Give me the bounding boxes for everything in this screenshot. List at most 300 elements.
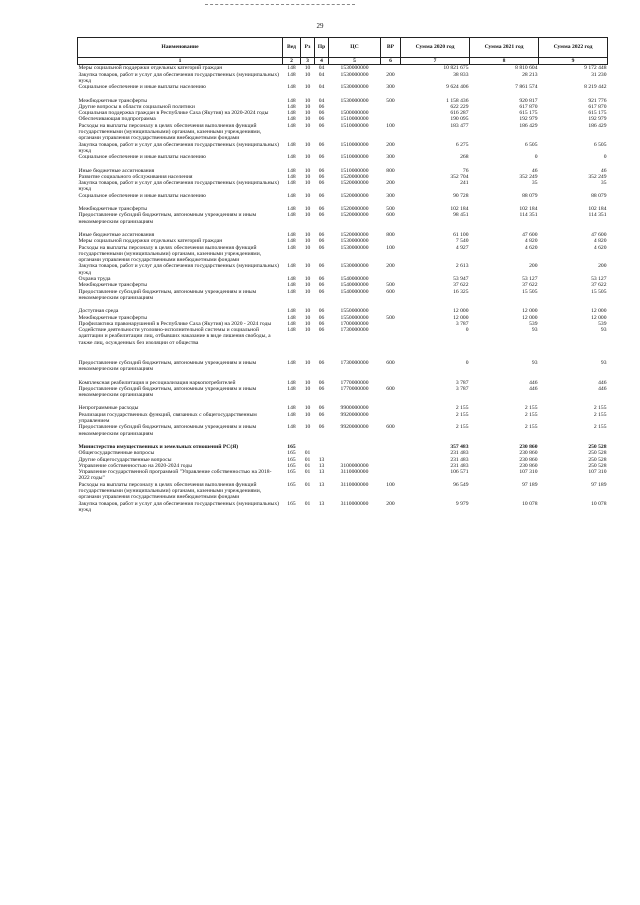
- cell-ved: 148: [287, 276, 296, 283]
- cell-name: Расходы на выплаты персоналу в целях обеспечения выполнения функций государственными (муниципальными) органами, казенными учреждениями, органами управления государственными внебюджетными фондами: [78, 244, 262, 264]
- cell-pr: 06: [318, 379, 325, 386]
- cell-rz: 10: [304, 116, 311, 123]
- cell-pr: 06: [318, 154, 325, 161]
- cell-pr: 13: [318, 481, 325, 488]
- cell-cs: 1520000000: [340, 192, 369, 199]
- cell-rz: 10: [304, 122, 311, 129]
- cell-sum-2022: 4 820: [593, 238, 607, 245]
- cell-sum-2020: 96 549: [453, 481, 469, 488]
- cell-rz: 10: [304, 411, 311, 418]
- cell-pr: 06: [318, 192, 325, 199]
- cell-ved: 165: [287, 500, 296, 507]
- header-pr: Пр: [315, 38, 329, 58]
- cell-vr: 300: [386, 154, 395, 161]
- table-row: [78, 245, 608, 264]
- cell-rz: 01: [304, 456, 311, 463]
- cell-sum-2021: 15 505: [522, 288, 538, 295]
- cell-pr: 06: [318, 385, 325, 392]
- cell-rz: 10: [304, 97, 311, 104]
- cell-sum-2021: 200: [529, 263, 538, 270]
- cell-pr: 06: [318, 263, 325, 270]
- cell-ved: 148: [287, 244, 296, 251]
- table-row: [78, 360, 608, 373]
- cell-sum-2022: 47 600: [591, 231, 607, 238]
- cell-pr: 06: [318, 103, 325, 110]
- scan-artifact-line: [205, 4, 355, 6]
- cell-sum-2022: 200: [598, 263, 607, 270]
- cell-name: Комплексная реабилитация и ресоциализация наркопотребителей: [78, 379, 236, 386]
- cell-vr: 600: [386, 288, 395, 295]
- cell-name: Иные бюджетные ассигнования: [78, 231, 155, 238]
- cell-sum-2020: 38 833: [453, 71, 469, 78]
- cell-sum-2022: 107 310: [588, 469, 607, 476]
- cell-rz: 01: [304, 500, 311, 507]
- cell-ved: 165: [287, 469, 296, 476]
- cell-ved: 148: [287, 71, 296, 78]
- cell-sum-2022: 250 528: [588, 450, 607, 457]
- cell-sum-2020: 12 000: [453, 314, 469, 321]
- cell-name: Расходы на выплаты персоналу в целях обеспечения выполнения функций государственными (муниципальными) органами, казенными учреждениями, органами управления государственными внебюджетными фондами: [78, 481, 262, 501]
- cell-sum-2021: 615 175: [519, 110, 538, 117]
- cell-name: Другие вопросы в области социальной политики: [78, 103, 195, 110]
- cell-pr: 04: [318, 97, 325, 104]
- table-row: [78, 501, 608, 514]
- cell-name: Другие общегосударственные вопросы: [78, 456, 172, 463]
- cell-cs: 1510000000: [340, 154, 369, 161]
- cell-sum-2022: 15 505: [591, 288, 607, 295]
- cell-sum-2022: 250 528: [588, 462, 607, 469]
- cell-vr: 500: [386, 206, 395, 213]
- cell-sum-2021: 352 249: [519, 173, 538, 180]
- cell-name: Развитие социального обслуживания населения: [78, 173, 193, 180]
- cell-pr: 06: [318, 238, 325, 245]
- spacer-cell: [78, 353, 608, 360]
- cell-sum-2020: 90 728: [453, 192, 469, 199]
- cell-sum-2022: 192 979: [588, 116, 607, 123]
- cell-sum-2022: 102 184: [588, 206, 607, 213]
- cell-pr: 06: [318, 212, 325, 219]
- cell-ved: 148: [287, 379, 296, 386]
- column-number: 4: [315, 58, 329, 65]
- cell-pr: 06: [318, 288, 325, 295]
- spacer-cell: [78, 373, 608, 380]
- cell-sum-2021: 12 000: [522, 308, 538, 315]
- cell-name: Содействие деятельности уголовно-исполнительной системы и социальной адаптации и реабилитации лиц, отбывших наказание в виде лишения свободы, а также лиц, осужденных без изоляции от общества: [78, 327, 271, 346]
- table-row: [78, 142, 608, 155]
- cell-rz: 10: [304, 173, 311, 180]
- spacer-row: [78, 373, 608, 380]
- cell-sum-2020: 0: [465, 359, 469, 366]
- cell-pr: 06: [318, 167, 325, 174]
- cell-name: Предоставление субсидий бюджетным, автономным учреждениям и иным некоммерческим организациям: [78, 212, 257, 225]
- cell-ved: 165: [287, 456, 296, 463]
- cell-name: Закупка товаров, работ и услуг для обеспечения государственных (муниципальных) нужд: [78, 180, 279, 193]
- cell-cs: 1520000000: [340, 206, 369, 213]
- cell-ved: 148: [287, 359, 296, 366]
- cell-pr: 06: [318, 327, 325, 334]
- table-row: [78, 327, 608, 346]
- cell-cs: 1530000000: [340, 244, 369, 251]
- cell-sum-2020: 98 451: [453, 212, 469, 219]
- cell-vr: [381, 412, 401, 425]
- cell-sum-2021: 35: [531, 180, 538, 187]
- cell-rz: 10: [304, 308, 311, 315]
- cell-sum-2022: 2 155: [593, 405, 607, 412]
- cell-cs: 1510000000: [340, 122, 369, 129]
- cell-sum-2021: 88 079: [522, 192, 538, 199]
- cell-name: Обеспечивающая подпрограмма: [78, 116, 156, 123]
- cell-sum-2020: 190 095: [450, 116, 469, 123]
- cell-cs: 1730000000: [340, 359, 369, 366]
- page-number: 29: [316, 22, 324, 30]
- cell-cs: 3110000000: [340, 469, 369, 476]
- cell-sum-2021: 0: [534, 154, 538, 161]
- cell-ved: 148: [287, 320, 296, 327]
- cell-pr: 04: [318, 65, 325, 72]
- cell-sum-2021: 93: [531, 327, 538, 334]
- cell-sum-2020: 61 100: [453, 231, 469, 238]
- cell-sum-2022: 12 000: [591, 314, 607, 321]
- cell-rz: 01: [304, 469, 311, 476]
- cell-sum-2022: 53 127: [591, 276, 607, 283]
- cell-rz: 10: [304, 282, 311, 289]
- cell-name: Закупка товаров, работ и услуг для обеспечения государственных (муниципальных) нужд: [78, 141, 279, 154]
- cell-sum-2020: 231 483: [450, 462, 469, 469]
- cell-sum-2020: 12 000: [453, 308, 469, 315]
- cell-sum-2020: 268: [460, 154, 469, 161]
- cell-sum-2021: 114 351: [519, 212, 538, 219]
- cell-cs: 1520000000: [340, 231, 369, 238]
- cell-pr: 06: [318, 116, 325, 123]
- table-row: [78, 123, 608, 142]
- cell-ved: 148: [287, 385, 296, 392]
- cell-sum-2021: 10 078: [522, 500, 538, 507]
- cell-sum-2021: 6 505: [524, 141, 538, 148]
- cell-sum-2022: 37 622: [591, 282, 607, 289]
- cell-vr: 100: [386, 244, 395, 251]
- cell-sum-2022: 539: [598, 320, 607, 327]
- spacer-row: [78, 346, 608, 353]
- cell-name: Предоставление субсидий бюджетным, автономным учреждениям и иным некоммерческим организациям: [78, 359, 257, 373]
- cell-vr: 200: [386, 263, 395, 270]
- table-row: [78, 289, 608, 302]
- spacer-row: [78, 398, 608, 405]
- spacer-cell: [78, 346, 608, 353]
- cell-sum-2022: 6 505: [593, 141, 607, 148]
- cell-sum-2022: 2 155: [593, 411, 607, 418]
- cell-rz: 10: [304, 320, 311, 327]
- cell-name: Социальное обеспечение и иные выплаты населению: [78, 154, 206, 161]
- cell-ved: 148: [287, 308, 296, 315]
- cell-ved: 165: [287, 462, 296, 469]
- table-row: [78, 193, 608, 199]
- spacer-row: [78, 161, 608, 168]
- cell-ved: 148: [287, 327, 296, 334]
- cell-sum-2021: 97 189: [522, 481, 538, 488]
- cell-ved: 148: [287, 212, 296, 219]
- cell-cs: 1770000000: [340, 385, 369, 392]
- cell-rz: 10: [304, 424, 311, 431]
- cell-pr: 06: [318, 424, 325, 431]
- cell-ved: 165: [287, 450, 296, 457]
- cell-name: Межбюджетные трансферты: [78, 314, 147, 321]
- cell-sum-2021: 186 429: [519, 122, 538, 129]
- cell-cs: 1510000000: [340, 167, 369, 174]
- cell-sum-2020: 0: [465, 327, 469, 334]
- cell-sum-2021: 28 213: [522, 71, 538, 78]
- cell-cs: 1530000000: [340, 97, 369, 104]
- cell-cs: 1520000000: [340, 212, 369, 219]
- cell-sum-2021: 539: [529, 320, 538, 327]
- cell-ved: 148: [287, 424, 296, 431]
- cell-sum-2022: 88 079: [591, 192, 607, 199]
- cell-pr: 06: [318, 173, 325, 180]
- cell-ved: 148: [287, 206, 296, 213]
- cell-name: Закупка товаров, работ и услуг для обеспечения государственных (муниципальных) нужд: [78, 263, 279, 276]
- cell-cs: 1530000000: [340, 65, 369, 72]
- cell-cs: 3100000000: [340, 462, 369, 469]
- cell-cs: 1500000000: [340, 110, 369, 117]
- cell-sum-2022: 114 351: [588, 212, 607, 219]
- cell-name: Социальная поддержка граждан в Республике Саха (Якутия) на 2020-2024 годы: [78, 110, 269, 117]
- table-header-row: [78, 38, 608, 58]
- cell-sum-2022: 97 189: [591, 481, 607, 488]
- cell-pr: 06: [318, 276, 325, 283]
- cell-ved: 148: [287, 65, 296, 72]
- cell-sum-2021: 7 861 574: [515, 84, 538, 91]
- cell-pr: 06: [318, 231, 325, 238]
- cell-ved: 148: [287, 282, 296, 289]
- cell-sum-2022: 446: [598, 379, 607, 386]
- cell-sum-2021: 230 860: [519, 456, 538, 463]
- cell-rz: 10: [304, 231, 311, 238]
- cell-ved: 148: [287, 263, 296, 270]
- cell-sum-2022: 12 000: [591, 308, 607, 315]
- cell-sum-2021: 8 810 604: [515, 65, 538, 72]
- cell-sum-2022: 615 175: [588, 110, 607, 117]
- cell-vr: 800: [386, 231, 395, 238]
- cell-vr: 600: [386, 359, 395, 366]
- cell-sum-2020: 9 979: [455, 500, 469, 507]
- cell-name: Непрограммные расходы: [78, 405, 139, 412]
- cell-rz: 10: [304, 167, 311, 174]
- table-row: [78, 386, 608, 399]
- cell-sum-2022: 250 528: [588, 443, 607, 450]
- spacer-cell: [78, 437, 608, 444]
- spacer-row: [78, 353, 608, 360]
- cell-sum-2020: 2 613: [455, 263, 469, 270]
- cell-pr: 06: [318, 405, 325, 412]
- table-row: [78, 180, 608, 193]
- cell-rz: 01: [304, 462, 311, 469]
- column-number: 5: [329, 58, 381, 65]
- cell-ved: 148: [287, 173, 296, 180]
- header-ved: Вед: [283, 38, 301, 58]
- cell-sum-2020: 616 287: [450, 110, 469, 117]
- cell-rz: 10: [304, 192, 311, 199]
- cell-sum-2020: 6 275: [455, 141, 469, 148]
- cell-cs: 1550000000: [340, 308, 369, 315]
- cell-sum-2022: 93: [600, 359, 607, 366]
- cell-name: Профилактика правонарушений в Республике Саха (Якутия) на 2020 - 2024 годы: [78, 320, 272, 327]
- cell-sum-2022: 46: [600, 167, 607, 174]
- table-row: [78, 469, 608, 482]
- cell-vr: 500: [386, 314, 395, 321]
- cell-cs: 1540000000: [340, 282, 369, 289]
- cell-sum-2021: 4 620: [524, 244, 538, 251]
- cell-sum-2022: 250 528: [588, 456, 607, 463]
- cell-pr: 13: [318, 469, 325, 476]
- cell-name: Меры социальной поддержки отдельных категорий граждан: [78, 238, 223, 245]
- cell-sum-2021: 2 155: [524, 405, 538, 412]
- cell-sum-2020: 76: [462, 167, 469, 174]
- cell-rz: 10: [304, 314, 311, 321]
- cell-name: Расходы на выплаты персоналу в целях обеспечения выполнения функций государственными (муниципальными) органами, казенными учреждениями, органами управления государственными внебюджетными фондами: [78, 122, 262, 142]
- cell-name: Закупка товаров, работ и услуг для обеспечения государственных (муниципальных) нужд: [78, 71, 279, 84]
- cell-pr: 06: [318, 141, 325, 148]
- cell-sum-2020: 4 927: [455, 244, 469, 251]
- cell-ved: 148: [287, 180, 296, 187]
- cell-vr: 800: [386, 167, 395, 174]
- cell-vr: 200: [386, 180, 395, 187]
- cell-sum-2020: 622 229: [450, 103, 469, 110]
- cell-pr: 06: [318, 359, 325, 366]
- cell-vr: [381, 469, 401, 482]
- table-row: [78, 65, 608, 72]
- cell-pr: 06: [318, 122, 325, 129]
- spacer-row: [78, 301, 608, 308]
- cell-name: Управление собственностью на 2020-2024 годы: [78, 462, 192, 469]
- cell-sum-2020: 3 787: [455, 379, 469, 386]
- cell-ved: 148: [287, 238, 296, 245]
- cell-name: Социальное обеспечение и иные выплаты населению: [78, 192, 206, 199]
- cell-sum-2021: 446: [529, 379, 538, 386]
- cell-sum-2021: 12 000: [522, 314, 538, 321]
- header-sum-2020: Сумма 2020 год: [401, 38, 470, 58]
- cell-sum-2020: 3 787: [455, 385, 469, 392]
- cell-ved: 148: [287, 116, 296, 123]
- cell-rz: 10: [304, 405, 311, 412]
- cell-sum-2020: 53 947: [453, 276, 469, 283]
- cell-name: Меры социальной поддержки отдельных категорий граждан: [78, 65, 223, 72]
- table-row: [78, 482, 608, 501]
- cell-rz: 10: [304, 238, 311, 245]
- cell-rz: 10: [304, 65, 311, 72]
- cell-vr: [381, 327, 401, 346]
- cell-sum-2021: 617 870: [519, 103, 538, 110]
- cell-ved: 148: [287, 154, 296, 161]
- cell-rz: 01: [304, 481, 311, 488]
- cell-rz: 10: [304, 110, 311, 117]
- cell-sum-2020: 3 787: [455, 320, 469, 327]
- column-number: 9: [539, 58, 608, 65]
- spacer-cell: [78, 199, 608, 206]
- cell-rz: 01: [304, 450, 311, 457]
- table-row: [78, 412, 608, 425]
- cell-name: Общегосударственные вопросы: [78, 450, 155, 457]
- cell-name: Охрана труда: [78, 276, 111, 283]
- cell-rz: 10: [304, 385, 311, 392]
- cell-sum-2020: 7 540: [455, 238, 469, 245]
- cell-sum-2021: 102 184: [519, 206, 538, 213]
- spacer-cell: [78, 225, 608, 232]
- cell-sum-2020: 183 477: [450, 122, 469, 129]
- cell-ved: 148: [287, 314, 296, 321]
- cell-cs: 1540000000: [340, 288, 369, 295]
- cell-pr: 06: [318, 308, 325, 315]
- cell-cs: 1520000000: [340, 173, 369, 180]
- table-row: [78, 238, 608, 244]
- header-sum-2022: Сумма 2022 год: [539, 38, 608, 58]
- cell-cs: 1530000000: [340, 84, 369, 91]
- cell-vr: 200: [386, 141, 395, 148]
- table-body: [78, 65, 608, 513]
- cell-name: Управление государственной программой "Управление собственностью на 2018-2022 годы": [78, 469, 272, 482]
- cell-name: Предоставление субсидий бюджетным, автономным учреждениям и иным некоммерческим организациям: [78, 288, 257, 301]
- cell-sum-2021: 47 600: [522, 231, 538, 238]
- cell-cs: 1530000000: [340, 238, 369, 245]
- cell-sum-2022: 352 249: [588, 173, 607, 180]
- cell-ved: 165: [287, 443, 296, 450]
- cell-vr: 200: [386, 71, 395, 78]
- cell-sum-2021: 230 860: [519, 462, 538, 469]
- cell-vr: 200: [386, 500, 395, 507]
- cell-cs: 9920000000: [340, 424, 369, 431]
- cell-rz: 10: [304, 154, 311, 161]
- cell-pr: 06: [318, 411, 325, 418]
- cell-cs: 9920000000: [340, 411, 369, 418]
- cell-name: Социальное обеспечение и иные выплаты населению: [78, 84, 206, 91]
- cell-sum-2020: 9 624 406: [446, 84, 469, 91]
- cell-sum-2022: 446: [598, 385, 607, 392]
- cell-ved: 148: [287, 103, 296, 110]
- cell-sum-2020: 231 483: [450, 450, 469, 457]
- cell-ved: 148: [287, 97, 296, 104]
- cell-ved: 148: [287, 110, 296, 117]
- column-number: 6: [381, 58, 401, 65]
- spacer-cell: [78, 398, 608, 405]
- cell-sum-2022: 2 155: [593, 424, 607, 431]
- cell-sum-2021: 192 979: [519, 116, 538, 123]
- column-number: 8: [470, 58, 539, 65]
- cell-vr: 100: [386, 122, 395, 129]
- spacer-cell: [78, 91, 608, 98]
- cell-sum-2021: 230 860: [519, 443, 538, 450]
- cell-ved: 148: [287, 167, 296, 174]
- spacer-row: [78, 199, 608, 206]
- cell-sum-2021: 93: [531, 359, 538, 366]
- cell-rz: 10: [304, 206, 311, 213]
- cell-name: Реализация государственных функций, связанных с общегосударственным управлением: [78, 411, 257, 425]
- cell-rz: 10: [304, 288, 311, 295]
- table-row: [78, 72, 608, 85]
- cell-rz: 10: [304, 327, 311, 334]
- cell-sum-2022: 617 870: [588, 103, 607, 110]
- cell-pr: 13: [318, 500, 325, 507]
- cell-rz: 10: [304, 359, 311, 366]
- cell-sum-2022: 186 429: [588, 122, 607, 129]
- cell-sum-2022: 35: [600, 180, 607, 187]
- cell-name: Межбюджетные трансферты: [78, 97, 147, 104]
- cell-sum-2021: 46: [531, 167, 538, 174]
- cell-ved: 148: [287, 405, 296, 412]
- cell-sum-2022: 31 230: [591, 71, 607, 78]
- cell-pr: 06: [318, 320, 325, 327]
- cell-sum-2022: 93: [600, 327, 607, 334]
- spacer-row: [78, 225, 608, 232]
- cell-cs: 1700000000: [340, 320, 369, 327]
- cell-vr: [381, 65, 401, 72]
